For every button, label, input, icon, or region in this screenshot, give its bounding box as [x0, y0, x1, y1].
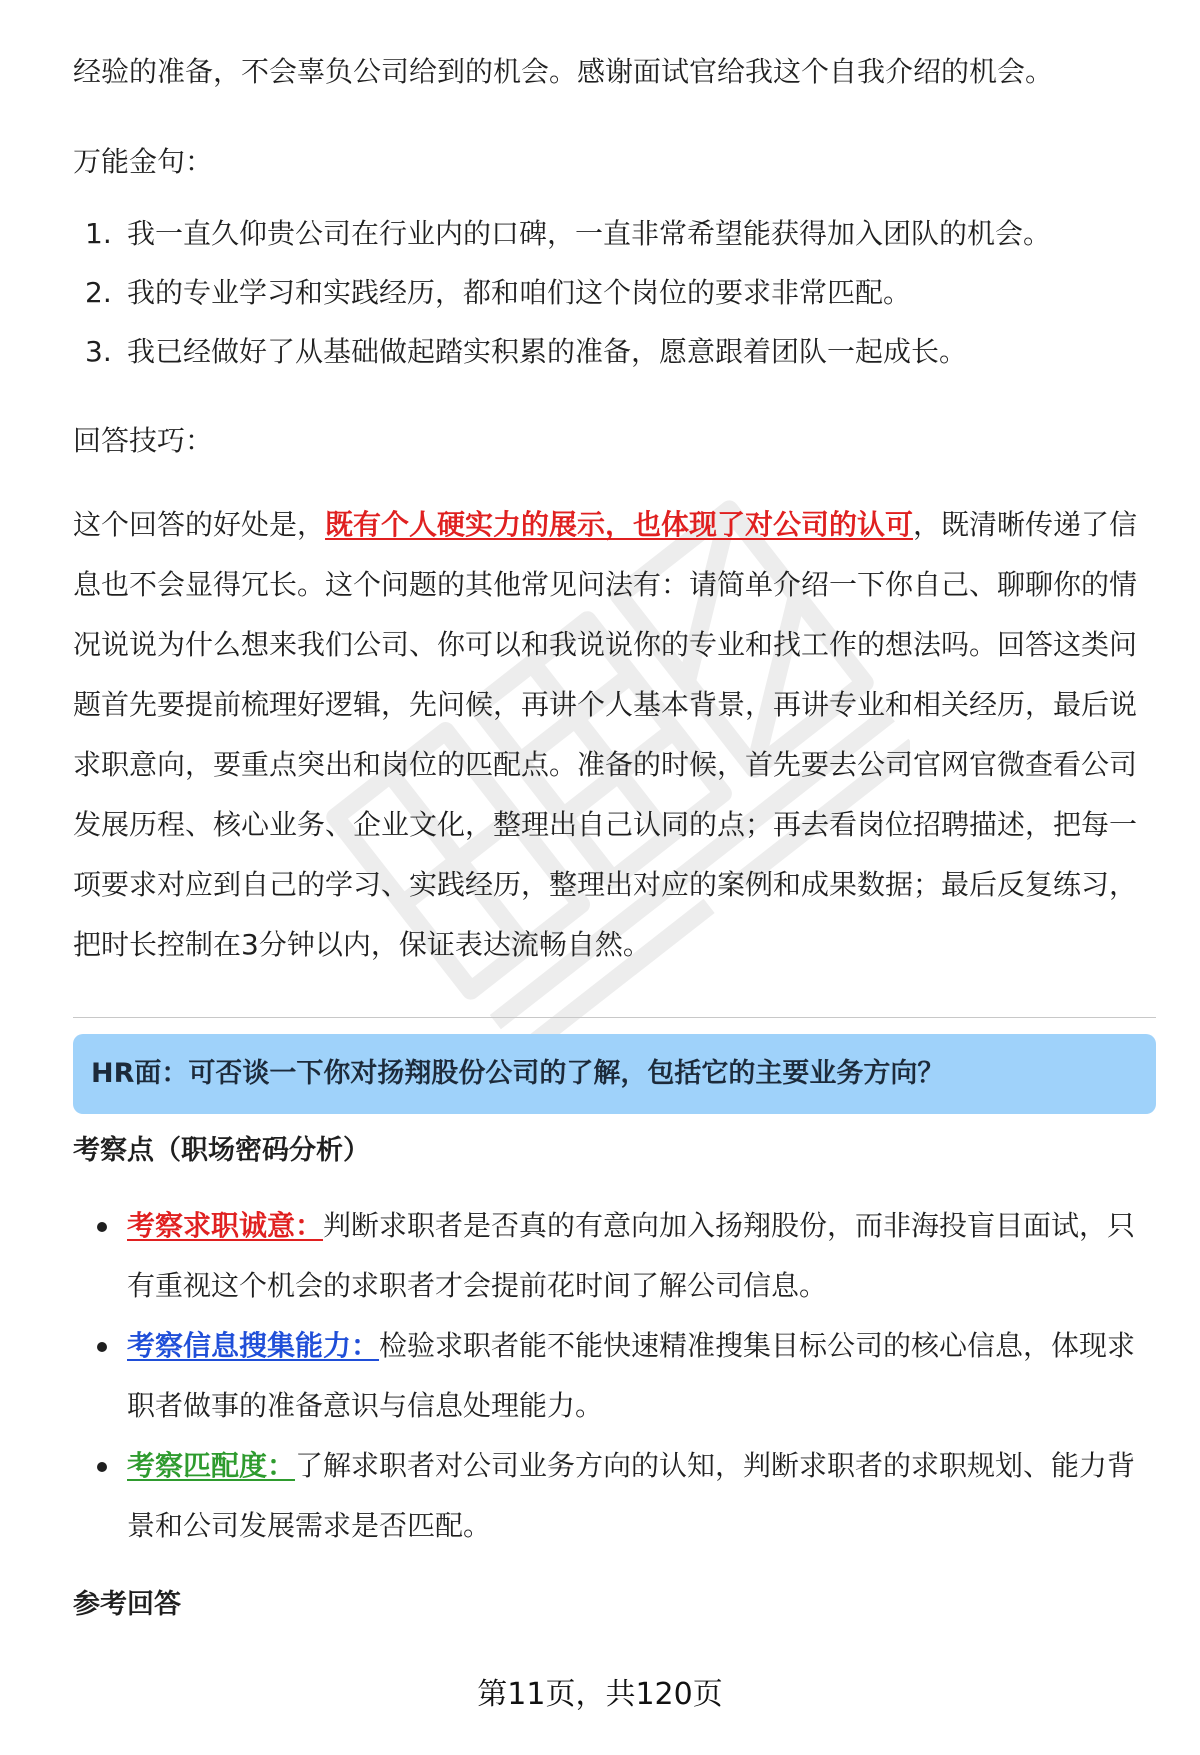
tips-text-after: ，既清晰传递了信息也不会显得冗长。这个问题的其他常见问法有：请简单介绍一下你自己、聊聊你的情况说说为什么想来我们公司、你可以和我说说你的专业和找工作的想法吗。回答这类问题首先要提前梳理好逻辑，先问候，再讲个人基本背景，再讲专业和相关经历，最后说求职意向，要重点突出和岗位的匹配点。准备的时候，首先要去公司官网官微查看公司发展历程、核心业务、企业文化，整理出自己认同的点；再去看岗位招聘描述，把每一项要求对应到自己的学习、实践经历，整理出对应的案例和成果数据；最后反复练习，把时长控制在3分钟以内，保证表达流畅自然。: [73, 508, 1138, 961]
list-item: [73, 1316, 1156, 1436]
point-text: 检验求职者能不能快速精准搜集目标公司的核心信息，体现求职者做事的准备意识与信息处理能力。: [127, 1329, 1136, 1422]
list-item: [73, 1196, 1156, 1316]
golden-sentences-list: [73, 204, 1156, 381]
point-text: 了解求职者对公司业务方向的认知，判断求职者的求职规划、能力背景和公司发展需求是否匹配。: [127, 1449, 1136, 1542]
section-divider: [73, 1017, 1156, 1018]
list-number: 2.: [85, 276, 112, 309]
tips-paragraph: [73, 495, 1156, 975]
tips-text-before: 这个回答的好处是，: [73, 508, 326, 541]
intro-tail-paragraph: 经验的准备，不会辜负公司给到的机会。感谢面试官给我这个自我介绍的机会。: [73, 55, 1054, 88]
list-item-text: 我一直久仰贵公司在行业内的口碑，一直非常希望能获得加入团队的机会。: [127, 217, 1052, 250]
tips-highlight-link[interactable]: 既有个人硬实力的展示，也体现了对公司的认可: [325, 508, 914, 541]
list-number: 3.: [85, 335, 112, 368]
point-label-info-gathering[interactable]: 考察信息搜集能力：: [127, 1329, 380, 1362]
tips-heading: 回答技巧：: [73, 424, 214, 457]
analysis-points-list: [73, 1196, 1156, 1556]
list-item: [73, 1436, 1156, 1556]
point-label-match[interactable]: 考察匹配度：: [127, 1449, 296, 1482]
main-content: [73, 42, 1156, 1634]
list-item-text: 我的专业学习和实践经历，都和咱们这个岗位的要求非常匹配。: [127, 276, 912, 309]
question-callout: HR面：可否谈一下你对扬翔股份公司的了解，包括它的主要业务方向？: [73, 1034, 1156, 1114]
list-item: [73, 322, 1156, 381]
page-footer: 第11页，共120页: [477, 1677, 723, 1712]
list-item: [73, 263, 1156, 322]
analysis-heading: 考察点（职场密码分析）: [73, 1135, 370, 1166]
reference-answer-heading: 参考回答: [73, 1589, 181, 1620]
list-item: [73, 204, 1156, 263]
list-item-text: 我已经做好了从基础做起踏实积累的准备，愿意跟着团队一起成长。: [127, 335, 968, 368]
point-text: 判断求职者是否真的有意向加入扬翔股份，而非海投盲目面试，只有重视这个机会的求职者才会提前花时间了解公司信息。: [127, 1209, 1136, 1302]
point-label-sincerity[interactable]: 考察求职诚意：: [127, 1209, 324, 1242]
list-number: 1.: [85, 217, 112, 250]
golden-sentences-heading: 万能金句：: [73, 145, 214, 178]
